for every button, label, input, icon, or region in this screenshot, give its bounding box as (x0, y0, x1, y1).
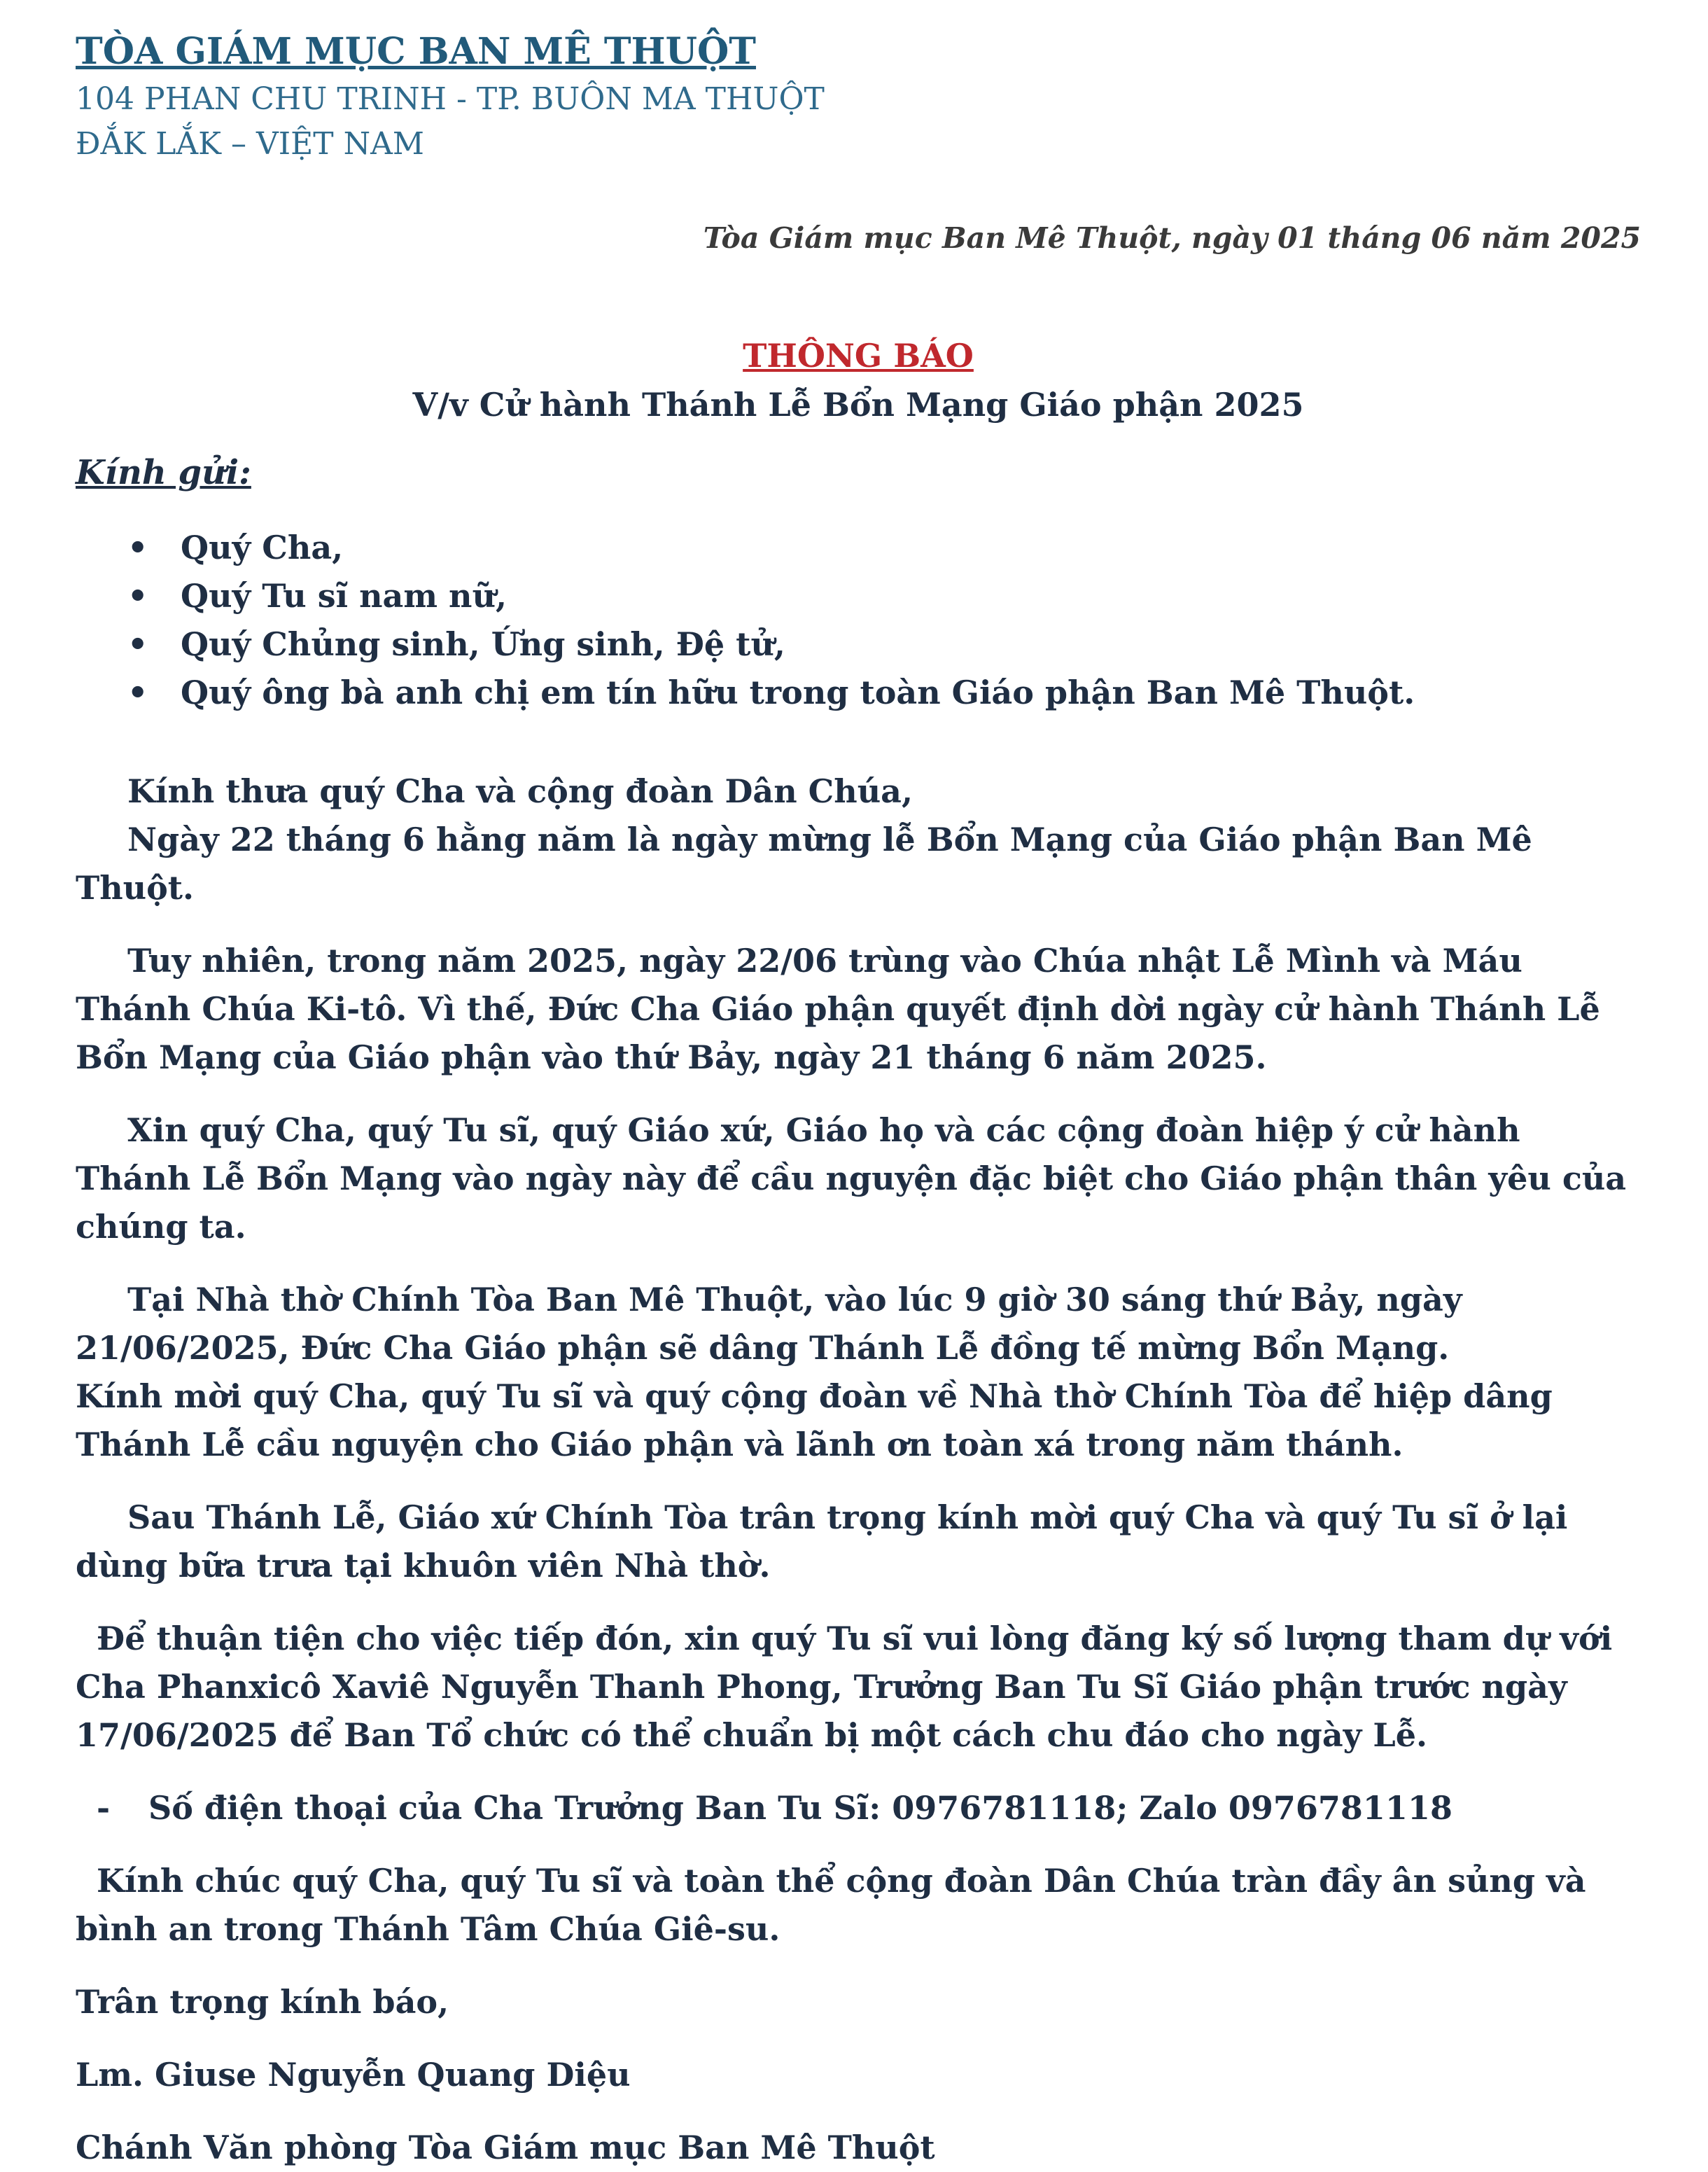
paragraph-request: Xin quý Cha, quý Tu sĩ, quý Giáo xứ, Giáo họ và các cộng đoàn hiệp ý cử hành Thánh Lễ Bổn Mạng vào ngày này để cầu nguyện đặc biệt cho Giáo phận thân yêu của chúng ta. (76, 1111, 1627, 1246)
notice-subtitle: V/v Cử hành Thánh Lễ Bổn Mạng Giáo phận 2025 (412, 386, 1304, 424)
paragraph-blessing: Kính chúc quý Cha, quý Tu sĩ và toàn thể cộng đoàn Dân Chúa tràn đầy ân sủng và bình an trong Thánh Tâm Chúa Giê-su. (76, 1862, 1586, 1948)
salutation: Kính thưa quý Cha và cộng đoàn Dân Chúa, (127, 772, 913, 810)
paragraph-feast-day: Ngày 22 tháng 6 hằng năm là ngày mừng lễ Bổn Mạng của Giáo phận Ban Mê Thuột. (76, 821, 1532, 907)
org-name: TÒA GIÁM MỤC BAN MÊ THUỘT (76, 30, 756, 73)
bullet-icon: • (127, 577, 148, 615)
phone-text: Số điện thoại của Cha Trưởng Ban Tu Sĩ: 0976781118; Zalo 0976781118 (148, 1789, 1452, 1827)
bullet-icon: • (127, 529, 148, 566)
signer-title: Chánh Văn phòng Tòa Giám mục Ban Mê Thuột (76, 2129, 935, 2166)
dash-marker: - (97, 1789, 111, 1827)
paragraph-mass-info: Tại Nhà thờ Chính Tòa Ban Mê Thuột, vào lúc 9 giờ 30 sáng thứ Bảy, ngày 21/06/2025, Đức Cha Giáo phận sẽ dâng Thánh Lễ đồng tế mừng Bổn Mạng. (76, 1281, 1462, 1367)
date-line: Tòa Giám mục Ban Mê Thuột, ngày 01 tháng 06 năm 2025 (703, 221, 1641, 255)
list-item: • Quý ông bà anh chị em tín hữu trong toàn Giáo phận Ban Mê Thuột. (76, 669, 1641, 717)
address-line-1: 104 PHAN CHU TRINH - TP. BUÔN MA THUỘT (76, 81, 825, 117)
notice-title: THÔNG BÁO (743, 337, 974, 375)
phone-line (76, 1784, 1641, 1832)
paragraph-lunch: Sau Thánh Lễ, Giáo xứ Chính Tòa trân trọng kính mời quý Cha và quý Tu sĩ ở lại dùng bữa trưa tại khuôn viên Nhà thờ. (76, 1498, 1568, 1585)
bullet-icon: • (127, 625, 148, 663)
paragraph-date-change: Tuy nhiên, trong năm 2025, ngày 22/06 trùng vào Chúa nhật Lễ Mình và Máu Thánh Chúa Ki-tô. Vì thế, Đức Cha Giáo phận quyết định dời ngày cử hành Thánh Lễ Bổn Mạng của Giáo phận vào thứ Bảy, ngày 21 tháng 6 năm 2025. (76, 942, 1600, 1076)
paragraph-invitation: Kính mời quý Cha, quý Tu sĩ và quý cộng đoàn về Nhà thờ Chính Tòa để hiệp dâng Thánh Lễ cầu nguyện cho Giáo phận và lãnh ơn toàn xá trong năm thánh. (76, 1377, 1553, 1463)
greeting: Kính gửi: (76, 453, 251, 492)
closing: Trân trọng kính báo, (76, 1983, 449, 2021)
list-item: • Quý Tu sĩ nam nữ, (76, 572, 1641, 620)
list-item: • Quý Chủng sinh, Ứng sinh, Đệ tử, (76, 620, 1641, 669)
address-line-2: ĐẮK LẮK – VIỆT NAM (76, 126, 424, 162)
paragraph-registration: Để thuận tiện cho việc tiếp đón, xin quý Tu sĩ vui lòng đăng ký số lượng tham dự với Cha Phanxicô Xaviê Nguyễn Thanh Phong, Trưởng Ban Tu Sĩ Giáo phận trước ngày 17/06/2025 để Ban Tổ chức có thể chuẩn bị một cách chu đáo cho ngày Lễ. (76, 1620, 1613, 1754)
signer-name: Lm. Giuse Nguyễn Quang Diệu (76, 2056, 631, 2094)
recipient-list (76, 524, 1641, 717)
document-page (76, 27, 1641, 2172)
list-item: • Quý Cha, (76, 524, 1641, 572)
bullet-icon: • (127, 674, 148, 711)
